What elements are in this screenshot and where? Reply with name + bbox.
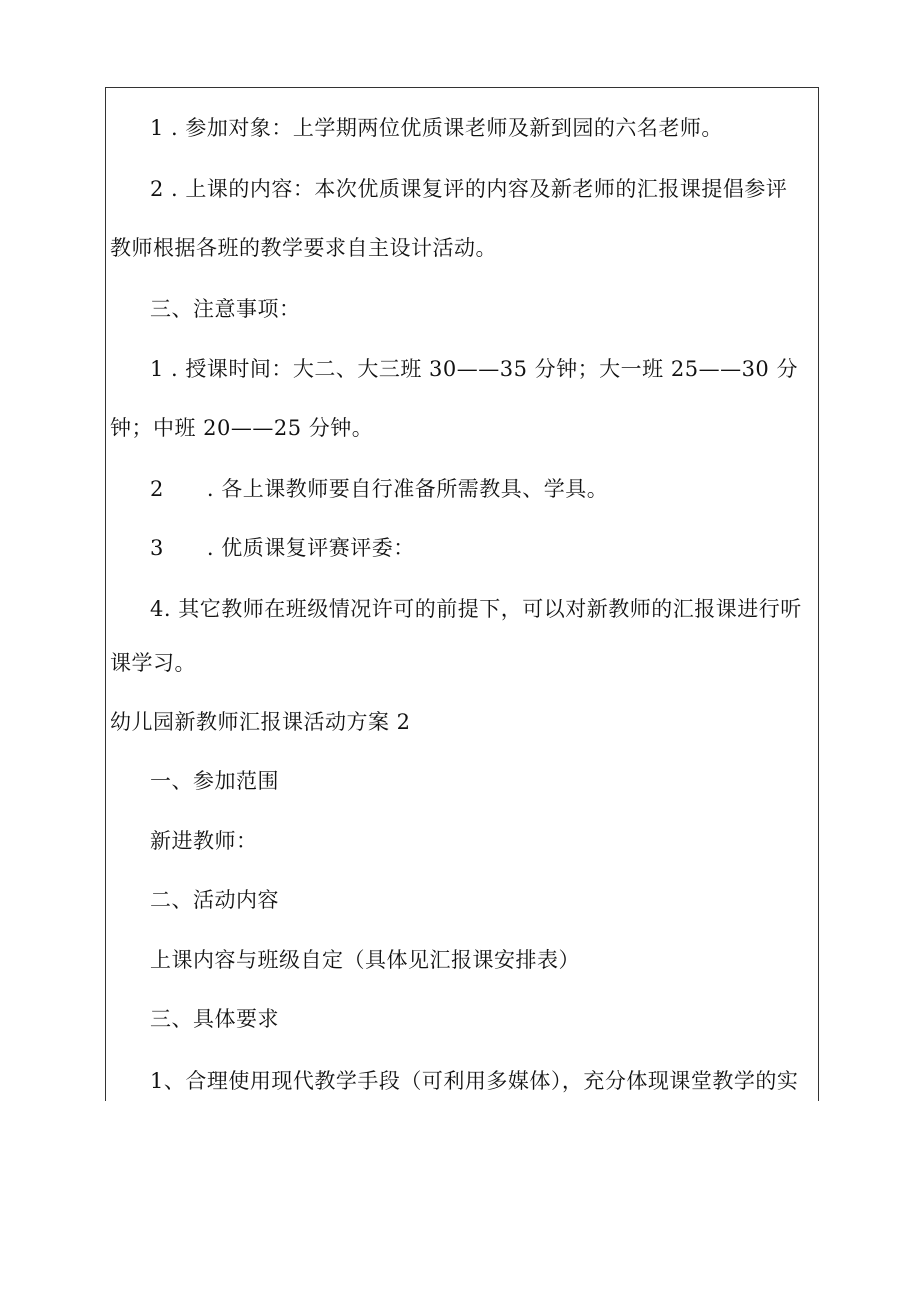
text-line: 1、合理使用现代教学手段（可利用多媒体），充分体现课堂教学的实 [150, 1069, 799, 1093]
section-heading: 二、活动内容 [150, 888, 279, 912]
text-line: 新进教师： [150, 829, 258, 853]
section-heading: 三、具体要求 [150, 1007, 279, 1031]
text-line: 1 . 参加对象：上学期两位优质课老师及新到园的六名老师。 [150, 116, 723, 140]
text-line: 1 . 授课时间：大二、大三班 30——35 分钟；大一班 25——30 分 [150, 357, 798, 381]
text-line: 3 . 优质课复评赛评委： [150, 536, 415, 560]
section-heading: 三、注意事项： [150, 297, 301, 321]
text-line: 课学习。 [110, 651, 196, 675]
text-line: 上课内容与班级自定（具体见汇报课安排表） [150, 948, 580, 972]
document-title: 幼儿园新教师汇报课活动方案 2 [110, 710, 411, 734]
text-line: 2 . 各上课教师要自行准备所需教具、学具。 [150, 477, 609, 501]
section-heading: 一、参加范围 [150, 769, 279, 793]
text-line: 2 . 上课的内容：本次优质课复评的内容及新老师的汇报课提倡参评 [150, 177, 788, 201]
text-line: 教师根据各班的教学要求自主设计活动。 [110, 236, 497, 260]
text-line: 4. 其它教师在班级情况许可的前提下，可以对新教师的汇报课进行听 [150, 597, 802, 621]
text-line: 钟；中班 20——25 分钟。 [110, 416, 374, 440]
